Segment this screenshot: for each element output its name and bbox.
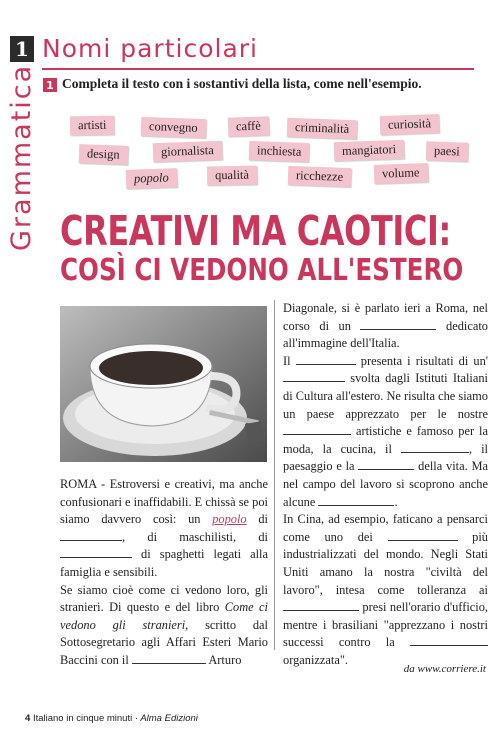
text: Se siamo cioè come ci vedono loro, gli stranieri. Di questo e del libro [60,582,268,615]
word-tag: ricchezze [288,166,352,187]
answer-blank[interactable] [401,441,469,453]
answer-blank[interactable] [132,652,206,664]
word-tag: artisti [70,116,115,136]
answer-blank[interactable] [60,546,132,558]
word-tag: qualità [207,166,257,186]
text: svolta dagli Istituti Italiani di Cultura all'estero. Ne risulta che siamo un paese apprezzato per le nostre [283,371,488,421]
article-right-column [283,300,488,669]
section-number: 1 [10,36,34,62]
text: . [394,494,398,509]
answer-blank[interactable] [283,370,345,382]
text: organizzata". [283,652,349,667]
page-number: 4 [25,713,31,724]
article-left-column [60,476,268,670]
example-answer: popolo [212,512,247,527]
publisher: · Alma Edizioni [134,713,198,724]
title-rule [42,68,474,70]
text: , di maschilisti, di [122,529,268,544]
answer-blank[interactable] [283,423,351,435]
text: di spaghetti legati alla famiglia e sensibili. [60,547,268,579]
answer-blank[interactable] [283,599,359,611]
word-tag: criminalità [287,118,358,139]
word-tag: volume [374,163,428,184]
text: della vita. Ma nel campo del lavoro si scoprono anche alcune [283,459,488,509]
book-name: Italiano in cinque minuti [32,713,133,724]
word-tag: caffè [228,116,269,136]
text: ROMA - Estroversi e creativi, ma anche confusionari e inaffidabili. E chissà se poi siamo davvero così: un [60,477,268,527]
exercise-instruction: Completa il testo con i sostantivi della lista, come nell'esempio. [62,76,422,91]
answer-blank[interactable] [388,529,458,541]
text: di [246,512,268,527]
word-tag: popolo [126,168,177,189]
section-title: Nomi particolari [42,34,258,63]
book-title: Come ci vedono gli stranieri [60,600,268,632]
page-footer [25,713,198,724]
text: artistiche e famoso per la moda, la cucina, il [283,424,488,456]
answer-blank[interactable] [318,494,394,506]
word-tag: paesi [426,141,468,161]
text: più industrializzati del mondo. Negli Stati Uniti amano la nostra "civiltà del lavoro", intesa come tolleranza ai [283,529,488,597]
word-tag: mangiatori [334,140,405,161]
text: presi nell'orario d'ufficio, mentre i brasiliani "apprezzano i nostri successi contro la [283,600,488,650]
word-tag: curiosità [380,114,440,135]
text: In Cina, ad esempio, faticano a pensarci come uno dei [283,512,488,544]
text: , scritto dal Sottosegretario agli Affari Esteri Mario Baccini con il [60,617,268,667]
word-tag: design [79,144,128,165]
text: dedicato all'immagine dell'Italia. [283,318,488,351]
exercise-number: 1 [43,78,57,92]
article-headline-2: COSÌ CI VEDONO ALL'ESTERO [60,253,464,288]
section-side-label: Grammatica [6,63,37,251]
article-source: da www.corriere.it [403,663,486,675]
text: , il paesaggio e la [283,441,488,474]
word-tag: inchiesta [249,141,310,162]
word-tag: convegno [141,117,206,138]
text: Diagonale, si è parlato ieri a Roma, nel corso di un [283,301,488,333]
text: Il [283,353,291,368]
answer-blank[interactable] [358,458,414,470]
answer-blank[interactable] [410,634,488,646]
column-divider [274,300,275,650]
word-tag: giornalista [153,141,222,162]
coffee-cup-photo [60,306,267,462]
answer-blank[interactable] [296,353,356,365]
text: Arturo [205,652,242,667]
article-headline-1: CREATIVI MA CAOTICI: [60,207,451,255]
text: presenta i risultati di un' [355,353,489,368]
answer-blank[interactable] [60,529,122,541]
answer-blank[interactable] [360,318,436,330]
